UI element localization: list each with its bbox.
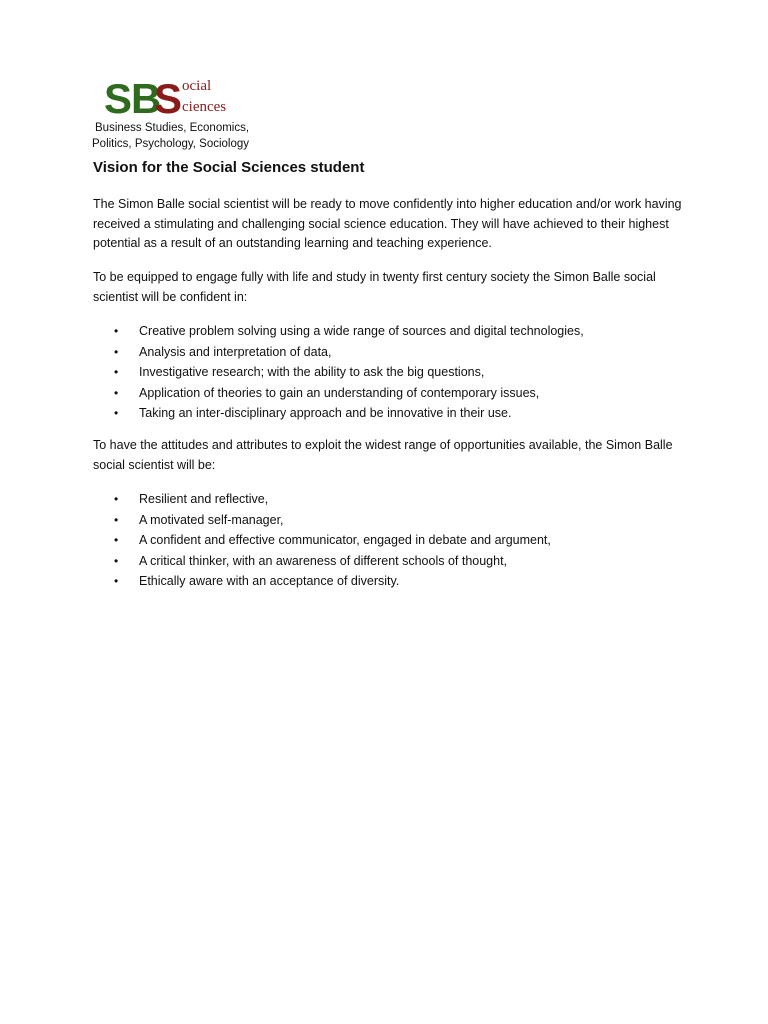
- bullet-icon: •: [114, 533, 119, 548]
- list-item: • Analysis and interpretation of data,: [93, 342, 584, 363]
- subjects-line-1: Business Studies, Economics,: [95, 122, 250, 134]
- bullet-icon: •: [114, 553, 119, 568]
- confident-in-list: [93, 321, 584, 424]
- list-item: • A confident and effective communicator, engaged in debate and argument,: [93, 530, 551, 551]
- subjects-line-2: Politics, Psychology, Sociology: [92, 138, 250, 150]
- bullet-icon: •: [114, 344, 119, 359]
- bullet-icon: •: [114, 512, 119, 527]
- list-item: • Creative problem solving using a wide range of sources and digital technologies,: [93, 321, 584, 342]
- sbs-logo: [104, 76, 284, 122]
- logo-word-ciences: ciences: [182, 99, 227, 115]
- list-item: • Ethically aware with an acceptance of diversity.: [93, 571, 551, 592]
- bullet-icon: •: [114, 492, 119, 506]
- bullet-icon: •: [114, 324, 119, 338]
- bullet-icon: •: [114, 574, 119, 589]
- list-item: • Application of theories to gain an understanding of contemporary issues,: [93, 383, 584, 404]
- list-item: • A motivated self-manager,: [93, 510, 551, 531]
- logo-word-ocial: ocial: [182, 78, 212, 94]
- attributes-list: [93, 489, 551, 592]
- logo-letter-s: S: [154, 75, 183, 122]
- list-item: • A critical thinker, with an awareness of different schools of thought,: [93, 551, 551, 572]
- bullet-icon: •: [114, 385, 119, 400]
- paragraph-confident-in: To be equipped to engage fully with life and study in twenty first century society the Simon Balle social scientist will be confident in:: [93, 270, 656, 304]
- paragraph-attributes: To have the attitudes and attributes to exploit the widest range of opportunities available, the Simon Balle social scientist will be:: [93, 438, 673, 472]
- subjects-list: [92, 120, 292, 152]
- list-item: • Taking an inter-disciplinary approach and be innovative in their use.: [93, 403, 584, 424]
- bullet-icon: •: [114, 406, 119, 421]
- page-title: Vision for the Social Sciences student: [93, 159, 365, 176]
- list-item: • Investigative research; with the ability to ask the big questions,: [93, 362, 584, 383]
- paragraph-intro: The Simon Balle social scientist will be ready to move confidently into higher education and/or work having received a stimulating and challenging social science education. They will have achieved to their highest potential as a result of an outstanding learning and teaching experience.: [93, 197, 682, 250]
- list-item: • Resilient and reflective,: [93, 489, 551, 510]
- logo-letters-sb: SB: [104, 75, 161, 122]
- bullet-icon: •: [114, 365, 119, 380]
